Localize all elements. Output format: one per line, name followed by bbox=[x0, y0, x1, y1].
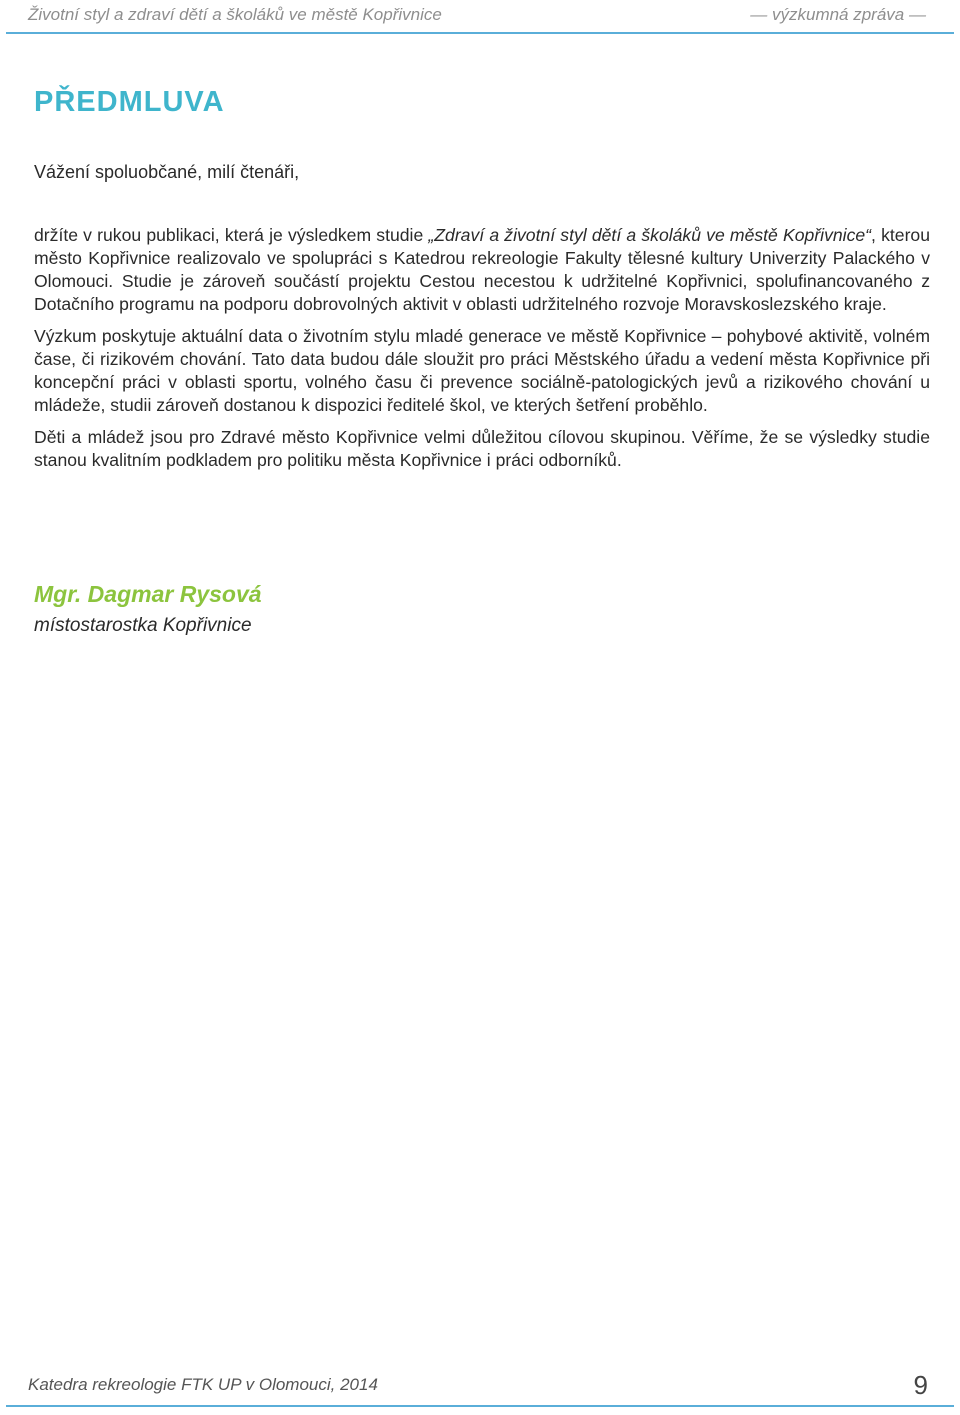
page-number: 9 bbox=[913, 1370, 928, 1400]
page-header bbox=[0, 0, 960, 36]
paragraph-2: Výzkum poskytuje aktuální data o životním stylu mladé generace ve městě Kopřivnice – pohybové aktivitě, volném čase, či rizikovém chování. Tato data budou dále sloužit pro práci Městského úřadu a vedení města Kopřivnice při koncepční práci v oblasti sportu, volného času či prevence sociálně-patologických jevů a rizikového chování u mládeže, studii zároveň dostanou k dispozici ředitelé škol, ve kterých šetření proběhlo. bbox=[34, 326, 930, 415]
footer-divider bbox=[6, 1405, 954, 1407]
header-report-label: výzkumná zpráva bbox=[771, 5, 905, 24]
header-publication-title: Životní styl a zdraví dětí a školáků ve městě Kopřivnice bbox=[28, 5, 442, 24]
preface-body bbox=[34, 224, 930, 481]
salutation: Vážení spoluobčané, milí čtenáři, bbox=[34, 162, 300, 182]
page-title: PŘEDMLUVA bbox=[34, 86, 225, 118]
paragraph-1-rest: , kterou město Kopřivnice realizovalo ve spolupráci s Katedrou rekreologie Fakulty tělesné kultury Univerzity Palackého v Olomouci. Studie je zároveň součástí projektu Cestou necestou k udržitelné Kopřivnici, spolufinancovaného z Dotačního programu na podporu dobrovolných aktivit v oblasti udržitelného rozvoje Moravskoslezského kraje. bbox=[34, 225, 930, 314]
study-title: „Zdraví a životní styl dětí a školáků ve městě Kopřivnice“ bbox=[428, 225, 872, 245]
paragraph-1 bbox=[34, 224, 930, 316]
footer-institution: Katedra rekreologie FTK UP v Olomouci, 2014 bbox=[28, 1375, 378, 1394]
signature-role: místostarostka Kopřivnice bbox=[34, 615, 252, 636]
paragraph-1-intro: držíte v rukou publikaci, která je výsledkem studie bbox=[34, 225, 429, 245]
paragraph-3: Děti a mládež jsou pro Zdravé město Kopřivnice velmi důležitou cílovou skupinou. Věříme, že se výsledky studie stanou kvalitním podkladem pro politiku města Kopřivnice i práci odborníků. bbox=[34, 427, 930, 470]
header-dash-right: — bbox=[909, 5, 926, 24]
signature-name: Mgr. Dagmar Rysová bbox=[34, 581, 262, 607]
header-dash-left: — bbox=[750, 5, 768, 24]
header-divider bbox=[6, 32, 954, 34]
header-report-label-group bbox=[750, 5, 926, 25]
